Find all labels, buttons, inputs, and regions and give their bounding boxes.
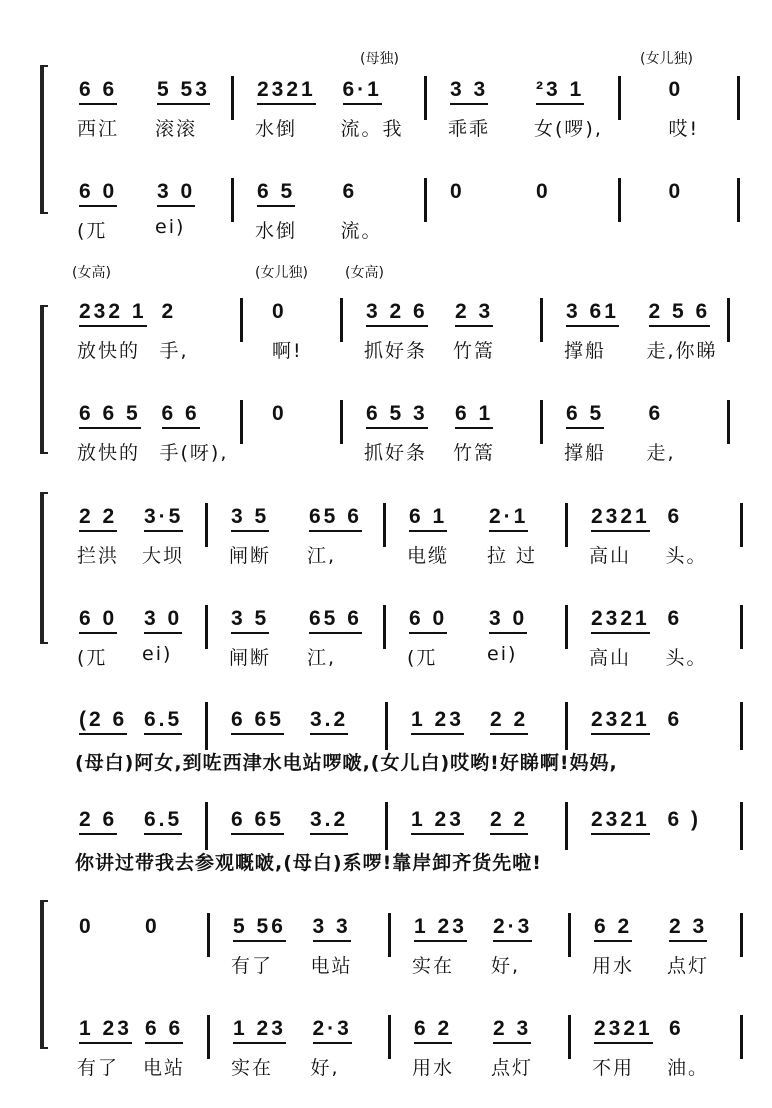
note-group: 0 [450, 180, 465, 203]
lyric-text: 有了 [231, 955, 274, 977]
barline [424, 76, 427, 120]
part-annotation: (母独) [360, 51, 399, 67]
note-group: 3 5 [231, 607, 269, 634]
barline [340, 298, 343, 342]
note-group: 3 3 [450, 78, 488, 105]
barline [565, 702, 568, 750]
barline [205, 802, 208, 850]
lyric-text: 高山 [589, 647, 632, 669]
lyric-text: 江, [307, 545, 337, 567]
lyric-text: 水倒 [255, 118, 298, 140]
lyric-text: 电站 [310, 955, 353, 977]
note-group: 6 [667, 607, 683, 630]
note-group: 3 0 [157, 180, 195, 207]
note-group: ²3 1 [536, 78, 584, 105]
lyric-text: (兀 [407, 647, 438, 669]
lyric-text: 电缆 [407, 545, 450, 567]
barline [424, 178, 427, 222]
note-group: 0 [668, 78, 684, 101]
note-group: 6 2 [414, 1017, 452, 1044]
lyric-text: 水倒 [255, 220, 298, 242]
note-group: 3 3 [313, 915, 351, 942]
barline [740, 913, 743, 957]
barline [540, 298, 543, 342]
lyric-text: 用水 [592, 955, 635, 977]
lyric-text: 有了 [77, 1057, 120, 1079]
lyric-text: 油。 [667, 1057, 710, 1079]
note-group: 3 61 [566, 300, 619, 327]
lyric-text: 流。 [340, 220, 383, 242]
lyric-text: ei) [155, 216, 186, 238]
barline [740, 503, 743, 547]
note-group: 1 23 [414, 915, 467, 942]
note-group: 6 5 [257, 180, 295, 207]
lyric-text: 好, [310, 1057, 340, 1079]
note-group: 3 0 [144, 607, 182, 634]
barline [727, 400, 730, 444]
note-group: 1 23 [233, 1017, 286, 1044]
lyric-text: 不用 [592, 1057, 635, 1079]
lyric-text: 高山 [589, 545, 632, 567]
lyric-text: 流。我 [340, 118, 404, 140]
barline [618, 76, 621, 120]
note-group: 2 6 [79, 808, 117, 835]
note-group: 3 0 [489, 607, 527, 634]
note-group: 2 [161, 300, 177, 323]
lyric-text: 女(啰), [534, 118, 603, 140]
barline [568, 1015, 571, 1059]
note-group: 6.5 [144, 708, 182, 735]
note-group: 6 65 [231, 708, 284, 735]
barline [207, 1015, 210, 1059]
barline [565, 802, 568, 850]
note-group: 6 0 [79, 180, 117, 207]
lyric-text: 抓好条 [364, 340, 428, 362]
note-group: 6 [667, 505, 683, 528]
barline [205, 605, 208, 649]
barline [388, 913, 391, 957]
barline [565, 605, 568, 649]
note-group: 6 6 [162, 402, 200, 429]
note-group: 2 3 [455, 300, 493, 327]
lyric-text: 头。 [665, 545, 708, 567]
lyric-text: 放快的 [77, 442, 141, 464]
note-group: 65 6 [309, 505, 362, 532]
lyric-text: (兀 [77, 220, 108, 242]
system-bracket [40, 65, 48, 214]
barline [383, 503, 386, 547]
lyric-text: 江, [307, 647, 337, 669]
note-group: 65 6 [309, 607, 362, 634]
lyric-text: 实在 [412, 955, 455, 977]
lyric-text: 点灯 [667, 955, 710, 977]
note-group: 2 5 6 [649, 300, 711, 327]
note-group: 2321 [591, 808, 650, 835]
lyric-text: 哎! [668, 118, 700, 140]
lyric-text: 点灯 [491, 1057, 534, 1079]
note-group: 6 2 [594, 915, 632, 942]
lyric-text: 撑船 [564, 340, 607, 362]
note-group: 1 23 [411, 708, 464, 735]
barline [385, 702, 388, 750]
lyric-text: 西江 [77, 118, 120, 140]
note-group: 3·5 [144, 505, 183, 532]
system-bracket [40, 900, 48, 1049]
lyric-text: 拉 过 [487, 545, 538, 567]
lyric-text: ei) [142, 643, 173, 665]
part-annotation: (女儿独) [255, 265, 308, 281]
note-group: 3.2 [310, 808, 348, 835]
lyric-text: 闸断 [229, 545, 272, 567]
lyric-text: 大坝 [142, 545, 185, 567]
note-group: 2·3 [313, 1017, 352, 1044]
note-group: 6 0 [409, 607, 447, 634]
note-group: 6 65 [231, 808, 284, 835]
note-group: 0 [668, 180, 684, 203]
note-group: 2321 [591, 505, 650, 532]
note-group: 6 6 [79, 78, 117, 105]
part-annotation: (女高) [72, 265, 111, 281]
note-group: 5 53 [157, 78, 210, 105]
note-group: 1 23 [411, 808, 464, 835]
barline [240, 400, 243, 444]
barline [727, 298, 730, 342]
barline [618, 178, 621, 222]
lyric-text: 用水 [412, 1057, 455, 1079]
barline [737, 178, 740, 222]
lyric-text: 撑船 [564, 442, 607, 464]
part-annotation: (女高) [345, 265, 384, 281]
barline [740, 702, 743, 750]
lyric-text: 闸断 [229, 647, 272, 669]
spoken-dialogue: (母白)阿女,到咗西津水电站啰啵,(女儿白)哎哟!好睇啊!妈妈, [75, 752, 618, 774]
note-group: 3 5 [231, 505, 269, 532]
barline [231, 178, 234, 222]
barline [205, 503, 208, 547]
note-group: 2 3 [669, 915, 707, 942]
lyric-text: 实在 [231, 1057, 274, 1079]
barline [740, 1015, 743, 1059]
spoken-dialogue: 你讲过带我去参观嘅啵,(母白)系啰!靠岸卸齐货先啦! [75, 852, 542, 874]
note-group: 0 [145, 915, 160, 938]
note-group: 6 [648, 402, 664, 425]
note-group: 2 2 [490, 708, 528, 735]
note-group: 1 23 [79, 1017, 132, 1044]
lyric-text: 抓好条 [364, 442, 428, 464]
note-group: 2 2 [490, 808, 528, 835]
barline [205, 702, 208, 750]
note-group: 3 2 6 [366, 300, 428, 327]
note-group: 6 6 [145, 1017, 183, 1044]
note-group: 6 5 3 [366, 402, 428, 429]
note-group: 3.2 [310, 708, 348, 735]
note-group: 6 1 [455, 402, 493, 429]
lyric-text: 竹篙 [453, 340, 496, 362]
note-group: 2·1 [489, 505, 528, 532]
note-group: 5 56 [233, 915, 286, 942]
note-group: 6 0 [79, 607, 117, 634]
note-group: 6.5 [144, 808, 182, 835]
note-group: 6 ) [667, 808, 702, 831]
note-group: 0 [272, 300, 287, 323]
lyric-text: 走,你睇 [646, 340, 718, 362]
barline [740, 802, 743, 850]
note-group: (2 6 [79, 708, 127, 735]
note-group: 6 [669, 1017, 684, 1040]
note-group: 232 1 [79, 300, 147, 327]
barline [388, 1015, 391, 1059]
note-group: 6 6 5 [79, 402, 141, 429]
lyric-text: 啊! [272, 340, 303, 362]
note-group: 0 [536, 180, 551, 203]
note-group: 2·3 [493, 915, 532, 942]
barline [383, 605, 386, 649]
note-group: 6 [667, 708, 683, 731]
system-bracket [40, 305, 48, 454]
barline [340, 400, 343, 444]
note-group: 2321 [591, 607, 650, 634]
note-group: 6 [342, 180, 358, 203]
barline [565, 503, 568, 547]
note-group: 2321 [257, 78, 316, 105]
note-group: 6 1 [409, 505, 447, 532]
barline [737, 76, 740, 120]
note-group: 2 2 [79, 505, 117, 532]
note-group: 0 [272, 402, 287, 425]
lyric-text: 头。 [665, 647, 708, 669]
lyric-text: 竹篙 [453, 442, 496, 464]
lyric-text: (兀 [77, 647, 108, 669]
note-group: 6·1 [343, 78, 382, 105]
lyric-text: 手(呀), [159, 442, 229, 464]
note-group: 2 3 [493, 1017, 531, 1044]
lyric-text: 走, [646, 442, 676, 464]
lyric-text: 滚滚 [155, 118, 198, 140]
lyric-text: 好, [491, 955, 521, 977]
lyric-text: 手, [159, 340, 189, 362]
note-group: 2321 [591, 708, 650, 735]
note-group: 0 [79, 915, 94, 938]
system-bracket [40, 492, 48, 644]
barline [385, 802, 388, 850]
lyric-text: ei) [487, 643, 518, 665]
part-annotation: (女儿独) [640, 51, 693, 67]
lyric-text: 乖乖 [448, 118, 491, 140]
lyric-text: 放快的 [77, 340, 141, 362]
barline [740, 605, 743, 649]
lyric-text: 拦洪 [77, 545, 120, 567]
barline [568, 913, 571, 957]
note-group: 2321 [594, 1017, 653, 1044]
barline [207, 913, 210, 957]
barline [231, 76, 234, 120]
barline [540, 400, 543, 444]
lyric-text: 电站 [143, 1057, 186, 1079]
note-group: 6 5 [566, 402, 604, 429]
barline [240, 298, 243, 342]
